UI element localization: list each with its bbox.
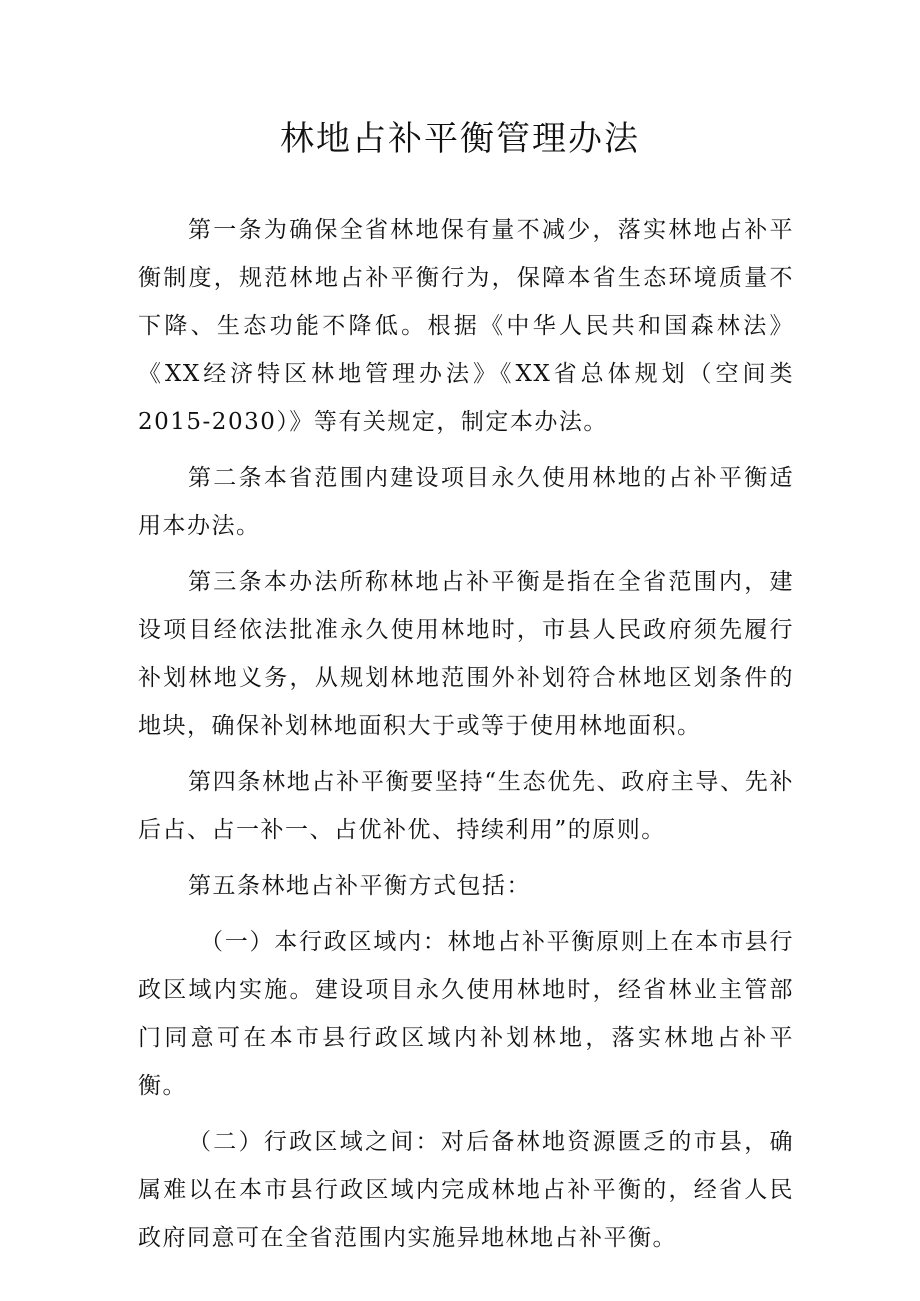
article-5-item-2-paragraph: （二）行政区域之间：对后备林地资源匮乏的市县，确属难以在本市县行政区域内完成林地占补平衡的，经省人民政府同意可在全省范围内实施异地林地占补平衡。: [138, 1129, 794, 1251]
document-title: 林地占补平衡管理办法: [280, 119, 640, 159]
article-2-paragraph: 第二条本省范围内建设项目永久使用林地的占补平衡适用本办法。: [138, 465, 794, 539]
article-5-item-1-paragraph: （一）本行政区域内：林地占补平衡原则上在本市县行政区域内实施。建设项目永久使用林地时，经省林业主管部门同意可在本市县行政区域内补划林地，落实林地占补平衡。: [138, 929, 794, 1099]
article-1-paragraph: 第一条为确保全省林地保有量不减少，落实林地占补平衡制度，规范林地占补平衡行为，保障本省生态环境质量不下降、生态功能不降低。根据《中华人民共和国森林法》《XX经济特区林地管理办法》《XX省总体规划（空间类2015-2030）》等有关规定，制定本办法。: [138, 217, 794, 435]
document-body: [138, 206, 794, 1270]
article-5-paragraph: 第五条林地占补平衡方式包括：: [188, 873, 531, 899]
article-4-paragraph: 第四条林地占补平衡要坚持“生态优先、政府主导、先补后占、占一补一、占优补优、持续利用”的原则。: [138, 769, 794, 843]
article-3-paragraph: 第三条本办法所称林地占补平衡是指在全省范围内，建设项目经依法批准永久使用林地时，市县人民政府须先履行补划林地义务，从规划林地范围外补划符合林地区划条件的地块，确保补划林地面积大于或等于使用林地面积。: [138, 569, 794, 739]
